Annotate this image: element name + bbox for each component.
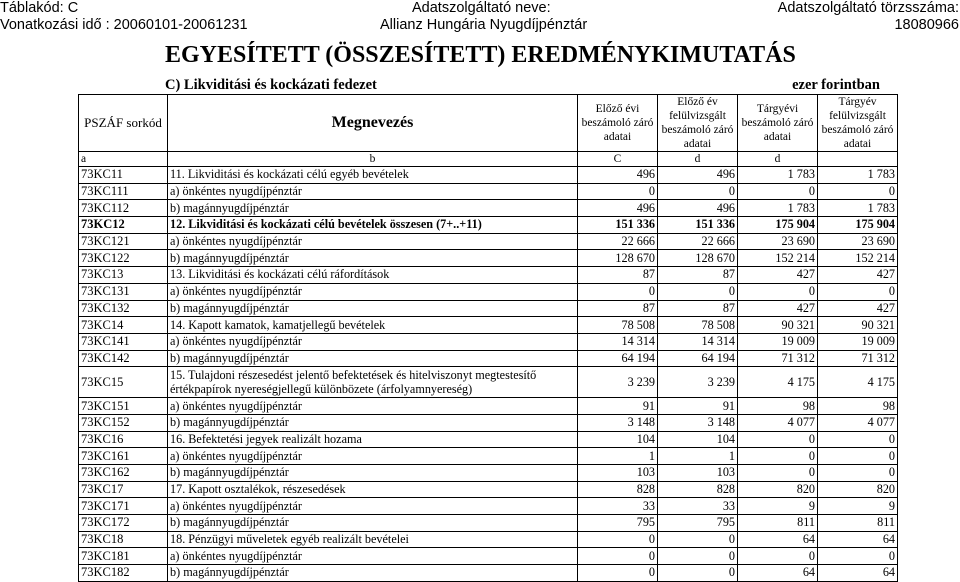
row-current-year: 820	[738, 481, 818, 498]
row-name: b) magánnyugdíjpénztár	[168, 250, 578, 267]
row-prev-year: 87	[578, 300, 658, 317]
table-row	[79, 367, 898, 398]
row-prev-year-audited: 64 194	[658, 350, 738, 367]
row-current-year-audited: 175 904	[818, 217, 898, 234]
table-row	[79, 498, 898, 515]
page-title: EGYESÍTETT (ÖSSZESÍTETT) EREDMÉNYKIMUTATÁS	[165, 42, 796, 68]
row-code: 73KC162	[79, 465, 168, 482]
row-code: 73KC141	[79, 333, 168, 350]
table-row	[79, 183, 898, 200]
col-letter: d	[738, 152, 818, 167]
row-current-year: 90 321	[738, 317, 818, 334]
row-code: 73KC182	[79, 565, 168, 582]
row-current-year-audited: 152 214	[818, 250, 898, 267]
row-prev-year: 828	[578, 481, 658, 498]
row-prev-year-audited: 0	[658, 183, 738, 200]
row-current-year-audited: 23 690	[818, 233, 898, 250]
row-current-year: 0	[738, 548, 818, 565]
row-prev-year: 22 666	[578, 233, 658, 250]
row-current-year-audited: 1 783	[818, 167, 898, 184]
table-code: Táblakód: C	[0, 0, 79, 16]
row-current-year: 0	[738, 431, 818, 448]
row-current-year-audited: 4 077	[818, 414, 898, 431]
row-prev-year: 128 670	[578, 250, 658, 267]
row-name: a) önkéntes nyugdíjpénztár	[168, 333, 578, 350]
row-code: 73KC142	[79, 350, 168, 367]
row-prev-year-audited: 22 666	[658, 233, 738, 250]
row-current-year-audited: 811	[818, 515, 898, 532]
row-prev-year-audited: 104	[658, 431, 738, 448]
col-header-prev-year-audited: Előző év felülvizsgált beszámoló záró adatai	[658, 95, 738, 152]
row-name: b) magánnyugdíjpénztár	[168, 414, 578, 431]
table-row	[79, 300, 898, 317]
row-prev-year-audited: 91	[658, 398, 738, 415]
row-code: 73KC131	[79, 283, 168, 300]
row-prev-year-audited: 14 314	[658, 333, 738, 350]
row-current-year-audited: 427	[818, 300, 898, 317]
row-prev-year: 103	[578, 465, 658, 482]
row-name: a) önkéntes nyugdíjpénztár	[168, 448, 578, 465]
row-name: 11. Likviditási és kockázati célú egyéb bevételek	[168, 167, 578, 184]
row-name: 12. Likviditási és kockázati célú bevételek összesen (7+..+11)	[168, 217, 578, 234]
row-current-year: 98	[738, 398, 818, 415]
row-current-year: 4 175	[738, 367, 818, 398]
row-name: a) önkéntes nyugdíjpénztár	[168, 233, 578, 250]
table-row	[79, 200, 898, 217]
row-current-year: 0	[738, 183, 818, 200]
row-current-year: 0	[738, 465, 818, 482]
row-current-year: 1 783	[738, 167, 818, 184]
row-prev-year: 78 508	[578, 317, 658, 334]
row-prev-year-audited: 0	[658, 283, 738, 300]
column-header-row	[79, 95, 898, 152]
row-current-year-audited: 19 009	[818, 333, 898, 350]
table-row	[79, 333, 898, 350]
row-prev-year: 0	[578, 565, 658, 582]
row-code: 73KC132	[79, 300, 168, 317]
row-name: a) önkéntes nyugdíjpénztár	[168, 283, 578, 300]
row-current-year-audited: 0	[818, 283, 898, 300]
table-row	[79, 217, 898, 234]
row-current-year: 427	[738, 267, 818, 284]
table-row	[79, 267, 898, 284]
row-prev-year-audited: 0	[658, 565, 738, 582]
table-row	[79, 531, 898, 548]
row-prev-year-audited: 828	[658, 481, 738, 498]
row-current-year-audited: 820	[818, 481, 898, 498]
row-code: 73KC152	[79, 414, 168, 431]
row-current-year: 23 690	[738, 233, 818, 250]
row-name: 15. Tulajdoni részesedést jelentő befektetések és hitelviszonyt megtestesítő értékpapírok nyereségjellegű különbözete (árfolyamnyereség)	[168, 367, 578, 398]
row-prev-year-audited: 0	[658, 531, 738, 548]
col-letter: b	[168, 152, 578, 167]
row-name: b) magánnyugdíjpénztár	[168, 565, 578, 582]
table-row	[79, 233, 898, 250]
row-prev-year-audited: 3 148	[658, 414, 738, 431]
row-prev-year: 0	[578, 283, 658, 300]
table-row	[79, 465, 898, 482]
table-row	[79, 414, 898, 431]
row-code: 73KC111	[79, 183, 168, 200]
row-prev-year: 14 314	[578, 333, 658, 350]
row-prev-year: 0	[578, 183, 658, 200]
row-prev-year: 795	[578, 515, 658, 532]
row-name: a) önkéntes nyugdíjpénztár	[168, 498, 578, 515]
col-header-prev-year: Előző évi beszámoló záró adatai	[578, 95, 658, 152]
row-prev-year: 496	[578, 200, 658, 217]
row-prev-year: 33	[578, 498, 658, 515]
column-letter-row	[79, 152, 898, 167]
row-name: a) önkéntes nyugdíjpénztár	[168, 398, 578, 415]
row-current-year-audited: 1 783	[818, 200, 898, 217]
row-prev-year: 151 336	[578, 217, 658, 234]
row-current-year: 152 214	[738, 250, 818, 267]
row-current-year: 1 783	[738, 200, 818, 217]
row-name: 14. Kapott kamatok, kamatjellegű bevételek	[168, 317, 578, 334]
row-code: 73KC122	[79, 250, 168, 267]
col-header-megnevezes: Megnevezés	[168, 95, 578, 152]
row-name: 13. Likviditási és kockázati célú ráfordítások	[168, 267, 578, 284]
row-current-year-audited: 0	[818, 431, 898, 448]
row-prev-year-audited: 33	[658, 498, 738, 515]
col-letter: a	[79, 152, 168, 167]
row-prev-year-audited: 496	[658, 167, 738, 184]
row-prev-year-audited: 1	[658, 448, 738, 465]
row-code: 73KC15	[79, 367, 168, 398]
row-name: b) magánnyugdíjpénztár	[168, 300, 578, 317]
reference-period: Vonatkozási idő : 20060101-20061231	[0, 17, 248, 33]
provider-id: 18080966	[894, 17, 959, 33]
row-current-year: 71 312	[738, 350, 818, 367]
row-current-year-audited: 64	[818, 565, 898, 582]
table-row	[79, 250, 898, 267]
provider-name-label: Adatszolgáltató neve:	[412, 0, 551, 16]
row-prev-year-audited: 151 336	[658, 217, 738, 234]
row-name: 17. Kapott osztalékok, részesedések	[168, 481, 578, 498]
row-prev-year-audited: 87	[658, 267, 738, 284]
row-prev-year: 87	[578, 267, 658, 284]
row-current-year-audited: 98	[818, 398, 898, 415]
row-current-year: 9	[738, 498, 818, 515]
row-name: b) magánnyugdíjpénztár	[168, 200, 578, 217]
row-code: 73KC112	[79, 200, 168, 217]
table-row	[79, 398, 898, 415]
col-letter: d	[658, 152, 738, 167]
row-code: 73KC151	[79, 398, 168, 415]
table-row	[79, 167, 898, 184]
row-current-year: 427	[738, 300, 818, 317]
provider-name: Allianz Hungária Nyugdíjpénztár	[380, 17, 588, 33]
unit-label: ezer forintban	[792, 77, 880, 93]
row-current-year-audited: 64	[818, 531, 898, 548]
row-prev-year-audited: 0	[658, 548, 738, 565]
row-prev-year: 91	[578, 398, 658, 415]
row-prev-year-audited: 103	[658, 465, 738, 482]
row-code: 73KC13	[79, 267, 168, 284]
table-row	[79, 515, 898, 532]
row-current-year: 19 009	[738, 333, 818, 350]
row-current-year-audited: 90 321	[818, 317, 898, 334]
table-row	[79, 283, 898, 300]
row-name: b) magánnyugdíjpénztár	[168, 350, 578, 367]
row-name: a) önkéntes nyugdíjpénztár	[168, 183, 578, 200]
row-prev-year: 3 148	[578, 414, 658, 431]
row-prev-year-audited: 795	[658, 515, 738, 532]
row-name: a) önkéntes nyugdíjpénztár	[168, 548, 578, 565]
row-code: 73KC17	[79, 481, 168, 498]
row-code: 73KC181	[79, 548, 168, 565]
row-current-year-audited: 0	[818, 465, 898, 482]
row-current-year-audited: 0	[818, 548, 898, 565]
row-prev-year: 0	[578, 548, 658, 565]
row-current-year-audited: 0	[818, 448, 898, 465]
header-row-1	[0, 0, 960, 17]
row-code: 73KC18	[79, 531, 168, 548]
row-prev-year: 104	[578, 431, 658, 448]
section-subtitle: C) Likviditási és kockázati fedezet	[165, 77, 377, 93]
table-row	[79, 448, 898, 465]
row-current-year: 64	[738, 531, 818, 548]
row-current-year-audited: 9	[818, 498, 898, 515]
row-current-year: 4 077	[738, 414, 818, 431]
row-name: 16. Befektetési jegyek realizált hozama	[168, 431, 578, 448]
row-code: 73KC161	[79, 448, 168, 465]
row-name: b) magánnyugdíjpénztár	[168, 465, 578, 482]
col-letter: C	[578, 152, 658, 167]
col-letter	[818, 152, 898, 167]
row-prev-year-audited: 87	[658, 300, 738, 317]
row-name: b) magánnyugdíjpénztár	[168, 515, 578, 532]
row-current-year: 64	[738, 565, 818, 582]
table-row	[79, 317, 898, 334]
row-code: 73KC12	[79, 217, 168, 234]
row-prev-year: 0	[578, 531, 658, 548]
row-prev-year-audited: 78 508	[658, 317, 738, 334]
provider-id-label: Adatszolgáltató törzsszáma:	[777, 0, 959, 16]
row-prev-year: 496	[578, 167, 658, 184]
row-code: 73KC121	[79, 233, 168, 250]
row-current-year-audited: 71 312	[818, 350, 898, 367]
table-row	[79, 548, 898, 565]
row-code: 73KC14	[79, 317, 168, 334]
col-header-current-year: Tárgyévi beszámoló záró adatai	[738, 95, 818, 152]
table-row	[79, 481, 898, 498]
row-name: 18. Pénzügyi műveletek egyéb realizált bevételei	[168, 531, 578, 548]
income-statement-table	[78, 94, 898, 582]
row-current-year: 0	[738, 283, 818, 300]
row-code: 73KC172	[79, 515, 168, 532]
table-row	[79, 431, 898, 448]
row-prev-year-audited: 128 670	[658, 250, 738, 267]
col-header-sorkod: PSZÁF sorkód	[79, 95, 168, 152]
row-prev-year-audited: 3 239	[658, 367, 738, 398]
row-current-year-audited: 427	[818, 267, 898, 284]
row-code: 73KC16	[79, 431, 168, 448]
row-prev-year: 1	[578, 448, 658, 465]
header-row-2	[0, 17, 960, 34]
row-code: 73KC11	[79, 167, 168, 184]
row-code: 73KC171	[79, 498, 168, 515]
row-prev-year-audited: 496	[658, 200, 738, 217]
row-prev-year: 64 194	[578, 350, 658, 367]
row-current-year: 0	[738, 448, 818, 465]
row-current-year: 175 904	[738, 217, 818, 234]
table-row	[79, 565, 898, 582]
table-row	[79, 350, 898, 367]
row-current-year-audited: 4 175	[818, 367, 898, 398]
col-header-current-year-audited: Tárgyév felülvizsgált beszámoló záró adatai	[818, 95, 898, 152]
row-prev-year: 3 239	[578, 367, 658, 398]
row-current-year: 811	[738, 515, 818, 532]
row-current-year-audited: 0	[818, 183, 898, 200]
